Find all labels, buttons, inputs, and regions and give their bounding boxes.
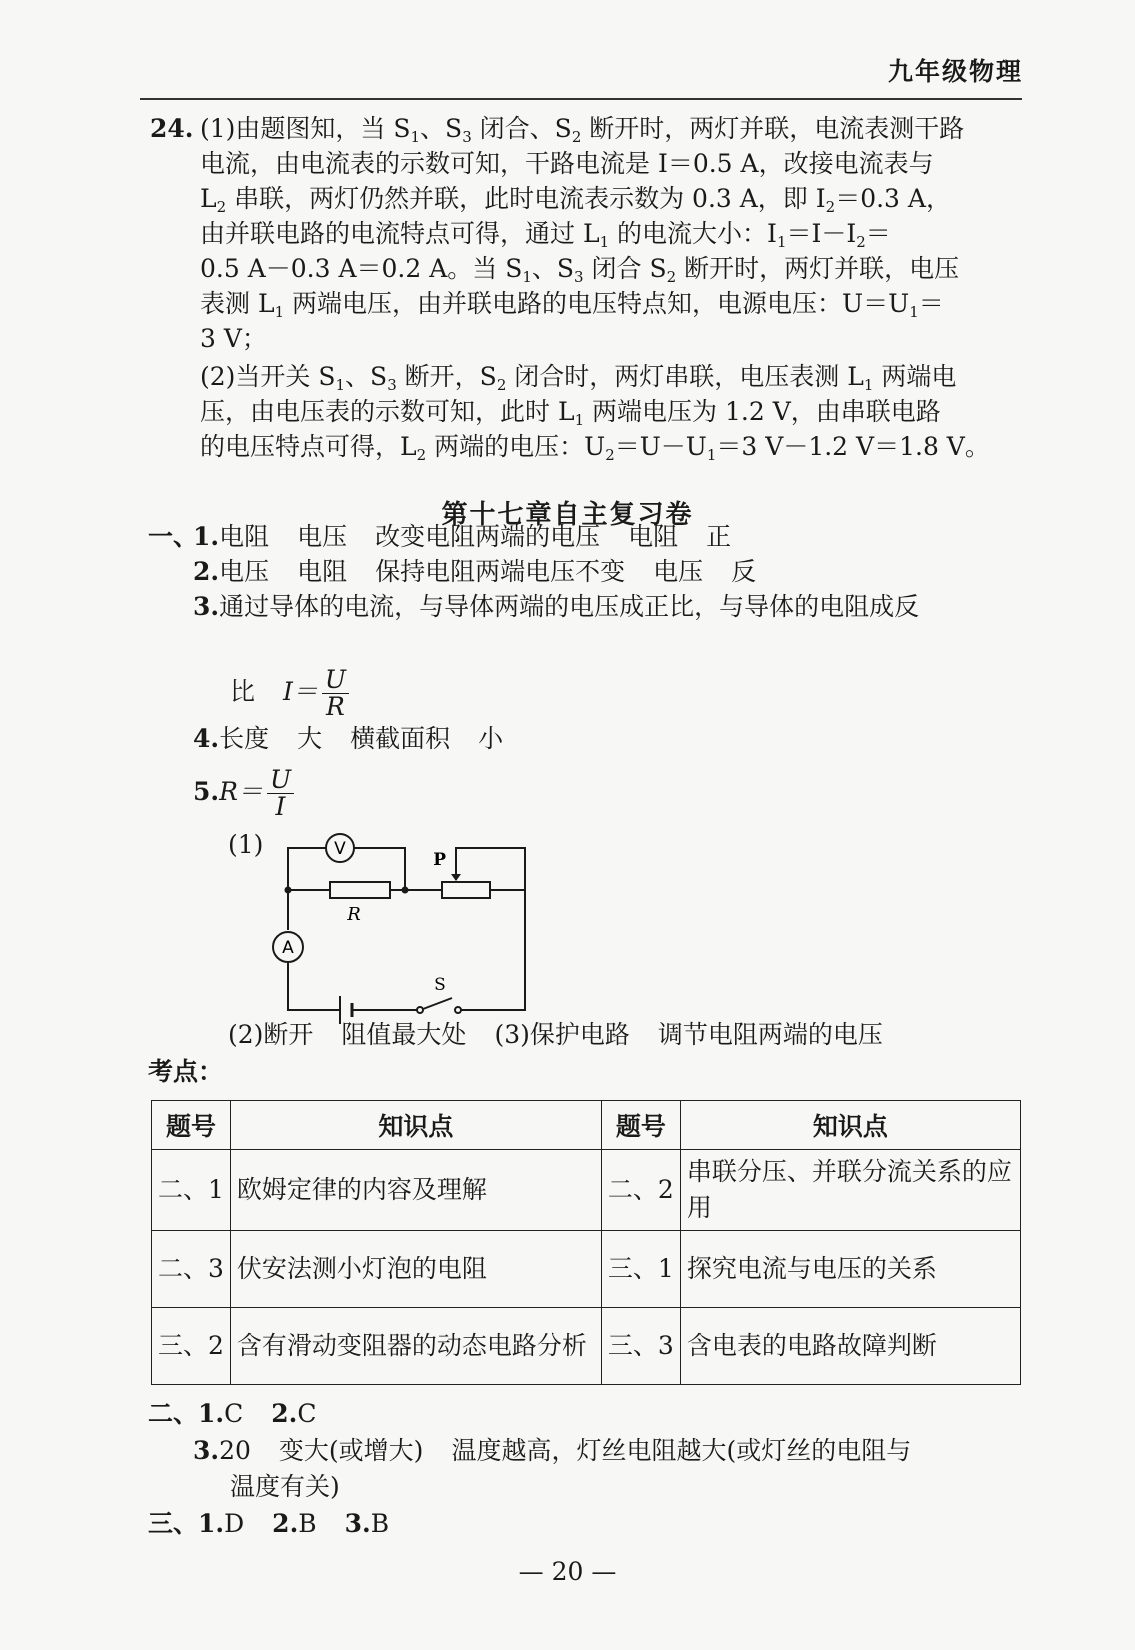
q24-line: 表测 $L_1$ 两端电压，由并联电路的电压特点知，电源电压：$U=U_1=$: [200, 289, 944, 321]
header-rule: [140, 98, 1022, 100]
page-number: — 20 —: [518, 1557, 617, 1586]
chapter-title: 第十七章自主复习卷: [441, 500, 694, 530]
rheostat-icon: [442, 882, 490, 898]
circuit-diagram: [220, 820, 560, 1030]
table-header-row: [152, 1101, 1021, 1150]
q24-line: $L_2$ 串联，两灯仍然并联，此时电流表示数为 0.3 A，即 $I_2=0.3$ A，: [200, 184, 951, 216]
ammeter-label: A: [282, 938, 294, 958]
part1-q1: 1.电阻 电压 改变电阻两端的电压 电阻 正: [193, 522, 732, 551]
part2-q1-q2: 二、1.C 2.C: [148, 1399, 317, 1428]
kaodian-label: 考点：: [148, 1057, 224, 1086]
page-header-subject: 九年级物理: [887, 57, 1023, 86]
switch-label: S: [434, 975, 446, 995]
header-tihao-1: 题号: [152, 1101, 231, 1150]
wire-left-lower: [288, 963, 340, 1010]
slider-label: P: [433, 850, 446, 870]
q24-line: 0.5 A－0.3 A＝0.2 A。当 $S_1$、$S_3$ 闭合 $S_2$ 断开时，两灯并联，电压: [200, 254, 960, 286]
part3-answers: 三、1.D 2.B 3.B: [148, 1509, 390, 1538]
q24-line: 压，由电压表的示数可知，此时 $L_1$ 两端电压为 1.2 V，由串联电路: [200, 397, 941, 429]
wire-voltmeter-left: [288, 848, 326, 890]
resistor-label: R: [347, 904, 361, 925]
q24-line: 电流，由电流表的示数可知，干路电流是 I＝0.5 A，改接电流表与: [200, 149, 934, 178]
part1-q2: 2.电压 电阻 保持电阻两端电压不变 电压 反: [193, 557, 757, 586]
resistance-fraction: $\frac{U}{I}$: [267, 767, 294, 820]
part1-q4: 4.长度 大 横截面积 小: [193, 724, 504, 753]
table-row: 二、3 伏安法测小灯泡的电阻 三、1 探究电流与电压的关系: [152, 1231, 1021, 1308]
q24-line: 的电压特点可得，$L_2$ 两端的电压：$U_2=U-U_1=3$ V－1.2 V＝1.8 V。: [200, 432, 990, 464]
junction-left: [285, 887, 292, 894]
table-row: 二、1 欧姆定律的内容及理解 二、2 串联分压、并联分流关系的应用: [152, 1150, 1021, 1231]
junction-right: [402, 887, 409, 894]
q24-line: (2)当开关 $S_1$、$S_3$ 断开，$S_2$ 闭合时，两灯串联，电压表测 $L_1$ 两端电: [200, 362, 957, 394]
part1-q5-sub1: (1): [228, 830, 264, 859]
ohms-law-fraction: $\frac{U}{R}$: [322, 667, 349, 720]
table-row: 三、2 含有滑动变阻器的动态电路分析 三、3 含电表的电路故障判断: [152, 1308, 1021, 1385]
part1-label: 一、: [148, 522, 199, 551]
header-tihao-2: 题号: [601, 1101, 680, 1150]
part2-q3: 3.20 变大(或增大) 温度越高，灯丝电阻越大(或灯丝的电阻与: [193, 1436, 912, 1465]
wire-right: [456, 848, 525, 1010]
q24-line: 由并联电路的电流特点可得，通过 $L_1$ 的电流大小：$I_1=I-I_2=$: [200, 219, 891, 251]
q24-number: 24.: [150, 114, 194, 143]
q24-line: (1)由题图知，当 $S_1$、$S_3$ 闭合、$S_2$ 断开时，两灯并联，电流表测干路: [200, 114, 965, 146]
part1-q5-sub2-3: (2)断开 阻值最大处 (3)保护电路 调节电阻两端的电压: [228, 1020, 883, 1049]
part1-q3: 3.通过导体的电流，与导体两端的电压成正比，与导体的电阻成反: [193, 592, 920, 621]
voltmeter-label: V: [334, 839, 346, 859]
part2-q3-cont: 温度有关): [230, 1472, 340, 1501]
header-zhishidian-1: 知识点: [230, 1101, 601, 1150]
q24-line: 3 V；: [200, 324, 267, 353]
resistor-icon: [330, 882, 390, 898]
part1-q5: 5.R＝ $\frac{U}{I}$: [193, 762, 294, 822]
header-zhishidian-2: 知识点: [680, 1101, 1020, 1150]
switch-icon: [423, 998, 452, 1009]
kaodian-table: [151, 1100, 1021, 1385]
part1-q3-cont: 比 I＝ $\frac{U}{R}$: [230, 662, 349, 722]
